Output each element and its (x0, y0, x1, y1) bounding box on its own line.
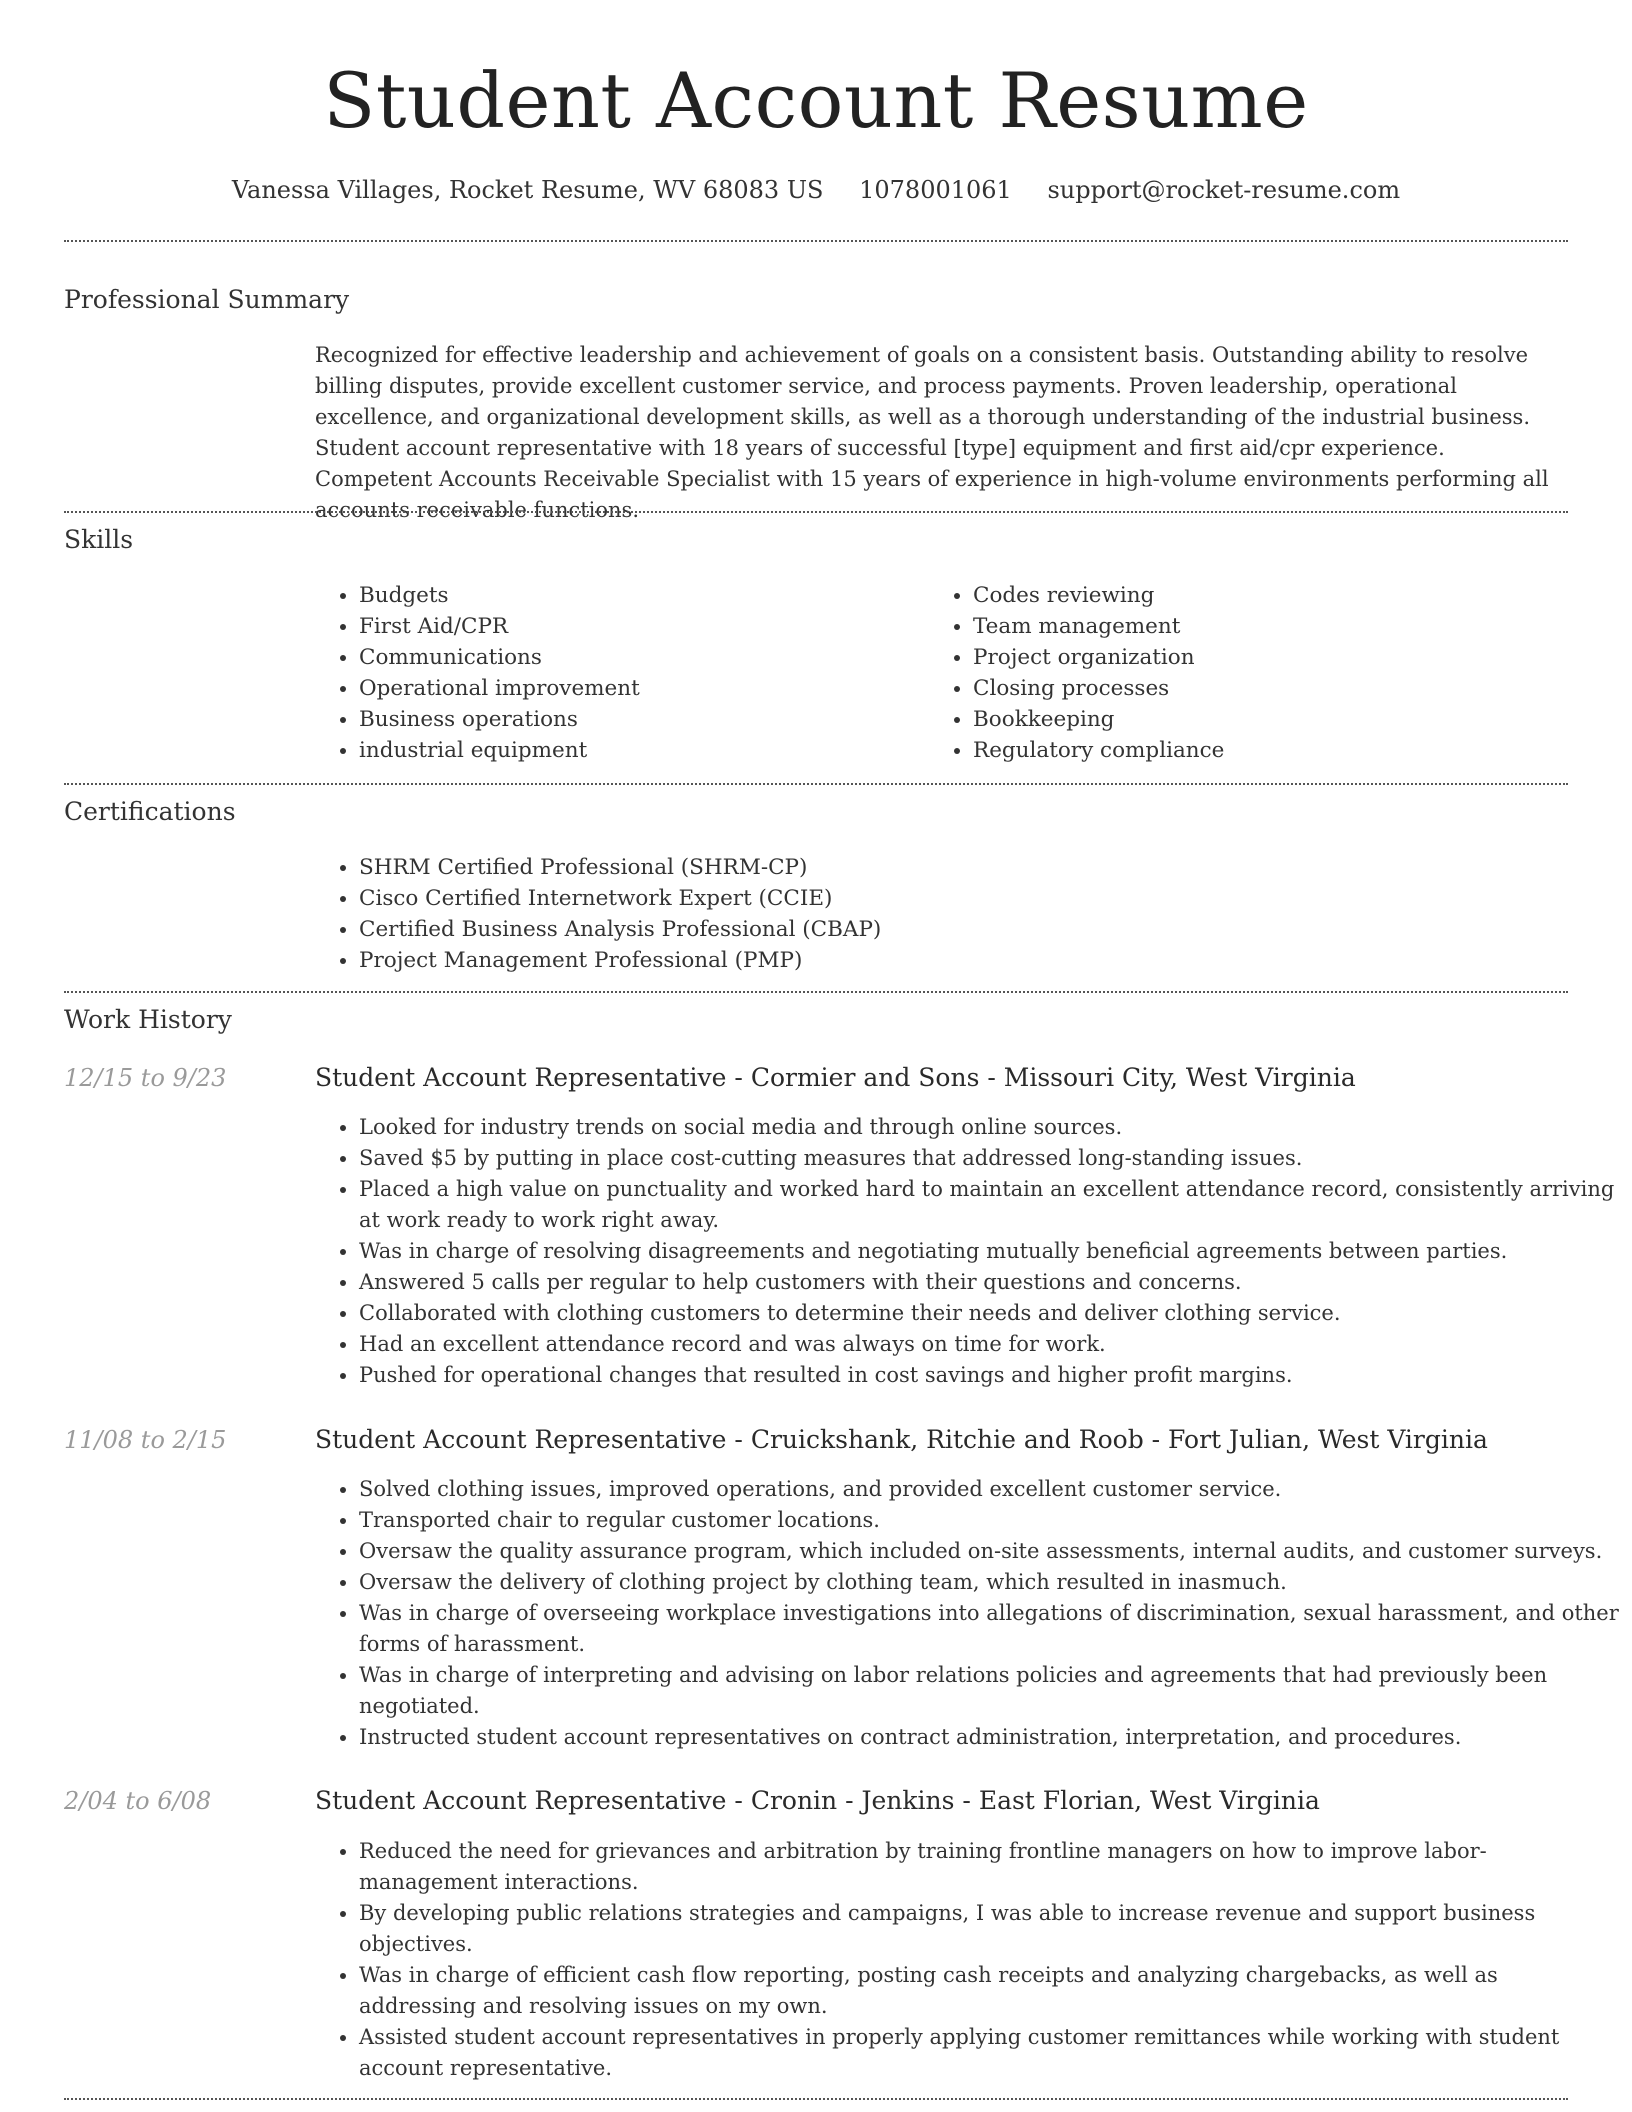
skill-item: • Closing processes (973, 673, 1224, 704)
job-bullet: • Transported chair to regular customer locations. (359, 1505, 1619, 1536)
job-bullet: • Was in charge of overseeing workplace investigations into allegations of discrimination, sexual harassment, and other forms of harassment. (359, 1598, 1619, 1660)
skill-item: • Bookkeeping (973, 704, 1224, 735)
job-bullet: • Oversaw the quality assurance program, which included on-site assessments, internal audits, and customer surveys. (359, 1536, 1619, 1567)
job-bullet: • Pushed for operational changes that resulted in cost savings and higher profit margins. (359, 1360, 1619, 1391)
job-bullet: • Oversaw the delivery of clothing project by clothing team, which resulted in inasmuch. (359, 1567, 1619, 1598)
skills-heading: Skills (64, 525, 134, 554)
divider (64, 991, 1568, 993)
job-bullet: • Collaborated with clothing customers to determine their needs and deliver clothing service. (359, 1298, 1619, 1329)
job-bullet: • Had an excellent attendance record and was always on time for work. (359, 1329, 1619, 1360)
job-bullet: • Assisted student account representatives in properly applying customer remittances while working with student account representative. (359, 2022, 1619, 2084)
contact-line (0, 170, 1632, 210)
divider (64, 2098, 1568, 2100)
certification-item: • Certified Business Analysis Professional (CBAP) (359, 914, 881, 945)
certification-item: • SHRM Certified Professional (SHRM-CP) (359, 852, 881, 883)
skill-item: • Team management (973, 611, 1224, 642)
skill-item: • Codes reviewing (973, 580, 1224, 611)
summary-text: Recognized for effective leadership and achievement of goals on a consistent basis. Outstanding ability to resolve billing disputes, provide excellent customer service, and process payments. Proven leadership, operational excellence, and organizational development skills, as well as a thorough understanding of the industrial business. Student account representative with 18 years of successful [type] equipment and first aid/cpr experience. Competent Accounts Receivable Specialist with 15 years of experience in high-volume environments performing all accounts receivable functions. (315, 343, 1549, 522)
contact-email: support@rocket-resume.com (1047, 176, 1401, 204)
skill-item: • First Aid/CPR (359, 611, 640, 642)
job-bullet: • Was in charge of efficient cash flow reporting, posting cash receipts and analyzing chargebacks, as well as addressing and resolving issues on my own. (359, 1960, 1619, 2022)
skill-item: • Project organization (973, 642, 1224, 673)
skill-item: • Communications (359, 642, 640, 673)
job-bullet: • By developing public relations strategies and campaigns, I was able to increase revenue and support business objectives. (359, 1898, 1619, 1960)
job-bullet: • Looked for industry trends on social media and through online sources. (359, 1112, 1619, 1143)
certifications-heading: Certifications (64, 797, 236, 826)
certifications-list (315, 852, 881, 976)
contact-address: Vanessa Villages, Rocket Resume, WV 68083 US (231, 176, 824, 204)
resume-name: Student Account Resume (323, 56, 1309, 145)
skill-item: • Regulatory compliance (973, 735, 1224, 766)
job-dates: 12/15 to 9/23 (64, 1064, 227, 1092)
job-bullets (315, 1474, 1619, 1753)
divider (64, 511, 1568, 513)
certification-item: • Cisco Certified Internetwork Expert (CCIE) (359, 883, 881, 914)
job-title: Student Account Representative - Cormier and Sons - Missouri City, West Virginia (315, 1063, 1356, 1092)
job-bullet: • Answered 5 calls per regular to help customers with their questions and concerns. (359, 1267, 1619, 1298)
job-bullets (315, 1112, 1619, 1391)
job-bullets (315, 1836, 1619, 2084)
job-title: Student Account Representative - Cronin - Jenkins - East Florian, West Virginia (315, 1786, 1320, 1815)
divider (64, 240, 1568, 242)
job-bullet: • Reduced the need for grievances and arbitration by training frontline managers on how to improve labor-management interactions. (359, 1836, 1619, 1898)
job-bullet: • Placed a high value on punctuality and worked hard to maintain an excellent attendance record, consistently arriving at work ready to work right away. (359, 1174, 1619, 1236)
job-bullet: • Solved clothing issues, improved operations, and provided excellent customer service. (359, 1474, 1619, 1505)
job-title: Student Account Representative - Cruickshank, Ritchie and Roob - Fort Julian, West Virginia (315, 1425, 1488, 1454)
skill-item: • Budgets (359, 580, 640, 611)
skills-list-left (315, 580, 640, 766)
work-history-heading: Work History (64, 1005, 232, 1034)
job-dates: 2/04 to 6/08 (64, 1787, 212, 1815)
divider (64, 783, 1568, 785)
summary-heading: Professional Summary (64, 285, 350, 314)
skill-item: • industrial equipment (359, 735, 640, 766)
skill-item: • Operational improvement (359, 673, 640, 704)
job-bullet: • Was in charge of resolving disagreements and negotiating mutually beneficial agreements between parties. (359, 1236, 1619, 1267)
job-dates: 11/08 to 2/15 (64, 1426, 227, 1454)
job-bullet: • Instructed student account representatives on contract administration, interpretation, and procedures. (359, 1722, 1619, 1753)
skills-list-right (929, 580, 1224, 766)
contact-phone: 1078001061 (859, 176, 1012, 204)
job-bullet: • Saved $5 by putting in place cost-cutting measures that addressed long-standing issues. (359, 1143, 1619, 1174)
certification-item: • Project Management Professional (PMP) (359, 945, 881, 976)
skill-item: • Business operations (359, 704, 640, 735)
job-bullet: • Was in charge of interpreting and advising on labor relations policies and agreements that had previously been negotiated. (359, 1660, 1619, 1722)
